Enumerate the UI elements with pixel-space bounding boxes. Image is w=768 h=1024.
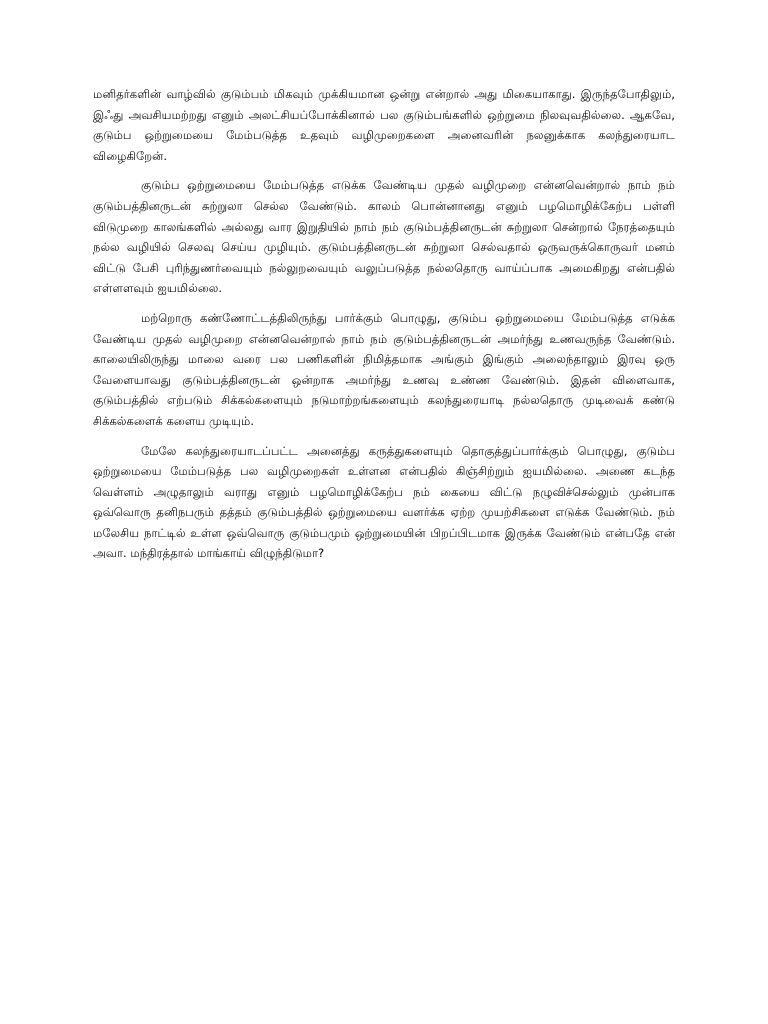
paragraph-dining: மற்றொரு கண்ணோட்டத்திலிருந்து பார்க்கும் பொழுது, குடும்ப ஒற்றுமையை மேம்படுத்த எடுக்க வேண்டிய முதல் வழிமுறை என்னவென்றால் நாம் நம் குடும்பத்தினருடன் அமர்ந்து உணவருந்த வேண்டும். காலையிலிருந்து மாலை வரை பல பணிகளின் நிமித்தமாக அங்கும் இங்கும் அலைந்தாலும் இரவு ஒரு வேளையாவது குடும்பத்தினருடன் ஒன்றாக அமர்ந்து உணவு உண்ண வேண்டும். இதன் விளைவாக, குடும்பத்தில் எற்படும் சிக்கல்களையும் நடுமாற்றங்களையும் கலந்துரையாடி நல்லதொரு முடிவைக் கண்டு சிக்கல்களைக் களைய முடியும்.	[93, 310, 675, 428]
paragraph-conclusion: மேலே கலந்துரையாடப்பட்ட அனைத்து கருத்துகளையும் தொகுத்துப்பார்க்கும் பொழுது, குடும்ப ஒற்றுமையை மேம்படுத்த பல வழிமுறைகள் உள்ளன என்பதில் கிஞ்சிற்றும் ஐயமில்லை. அணை கடந்த வெள்ளம் அழுதாலும் வராது எனும் பழமொழிக்கேற்ப நம் கையை விட்டு நழுவிச்செல்லும் முன்பாக ஒவ்வொரு தனிநபரும் தத்தம் குடும்பத்தில் ஒற்றுமையை வளர்க்க ஏற்ற முயற்சிகளை எடுக்க வேண்டும். நம் மலேசிய நாட்டில் உள்ள ஒவ்வொரு குடும்பமும் ஒற்றுமையின் பிறப்பிடமாக இருக்க வேண்டும் என்பதே என் அவா. மந்திரத்தால் மாங்காய் விழுந்திடுமா?	[93, 443, 675, 561]
paragraph-intro: மனிதர்களின் வாழ்வில் குடும்பம் மிகவும் முக்கியமான ஒன்று என்றால் அது மிகையாகாது. இருந்தபோதிலும், இஃது அவசியமற்றது எனும் அலட்சியப்போக்கினால் பல குடும்பங்களில் ஒற்றுமை நிலவுவதில்லை. ஆகவே, குடும்ப ஒற்றுமையை மேம்படுத்த உதவும் வழிமுறைகளை அனைவரின் நலனுக்காக கலந்துரையாட விழைகிறேன்.	[93, 87, 675, 163]
paragraph-travel: குடும்ப ஒற்றுமையை மேம்படுத்த எடுக்க வேண்டிய முதல் வழிமுறை என்னவென்றால் நாம் நம் குடும்பத்தினருடன் சுற்றுலா செல்ல வேண்டும். காலம் பொன்னானது எனும் பழமொழிக்கேற்ப பள்ளி விடுமுறை காலங்களில் அல்லது வார இறுதியில் நாம் நம் குடும்பத்தினருடன் சுற்றுலா சென்றால் நேரத்தையும் நல்ல வழியில் செலவு செய்ய முழியும். குடும்பத்தினருடன் சுற்றுலா செல்வதால் ஒருவருக்கொருவர் மனம் விட்டு பேசி புரிந்துணர்வையும் நல்லுறவையும் வலுப்படுத்த நல்லதொரு வாய்ப்பாக அமைகிறது என்பதில் எள்ளளவும் ஐயமில்லை.	[93, 178, 675, 296]
essay-body	[93, 84, 675, 573]
